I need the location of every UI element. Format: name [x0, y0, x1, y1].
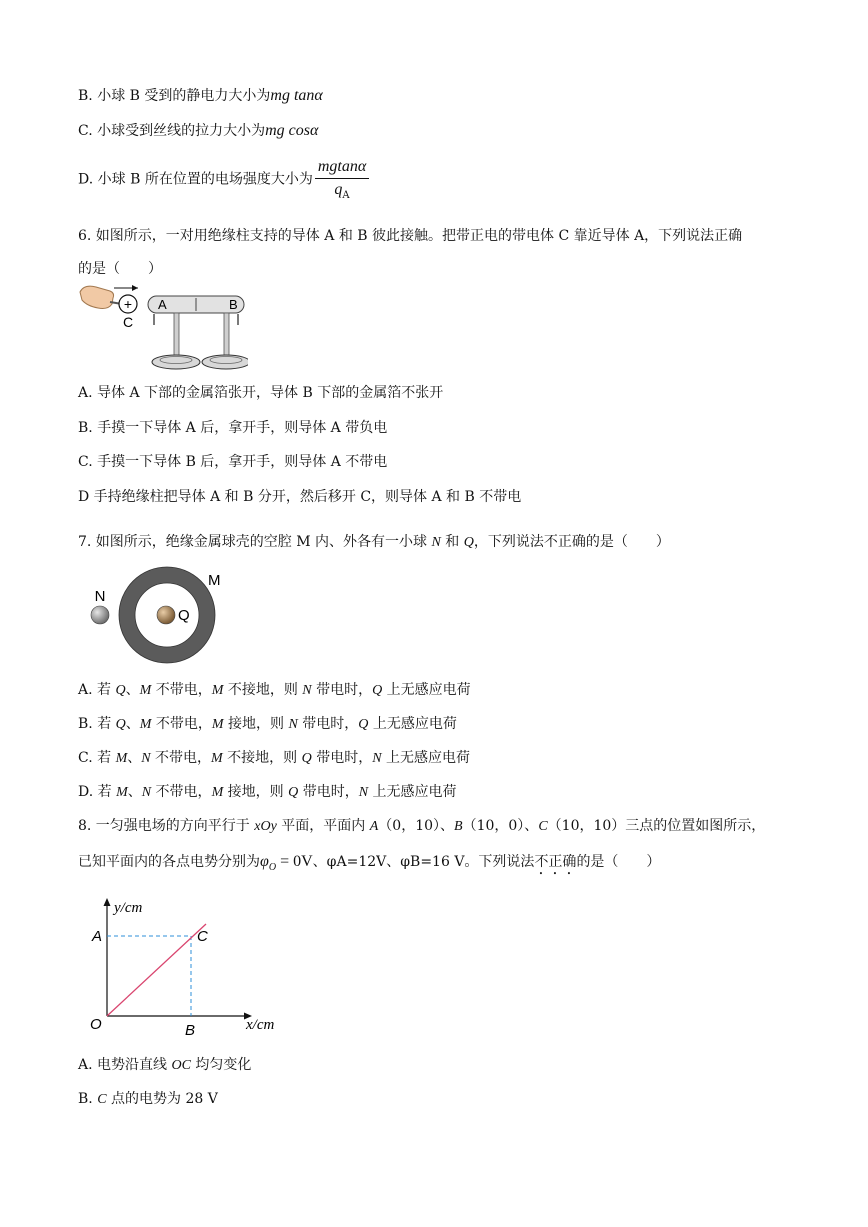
q7-option-a: A. 若 Q、M 不带电，M 不接地，则 N 带电时，Q 上无感应电荷	[78, 682, 471, 698]
hand-icon	[80, 286, 114, 308]
label-n: N	[94, 588, 106, 605]
q7-figure	[80, 564, 240, 674]
label-q: Q	[178, 607, 190, 624]
q6-figure	[78, 282, 248, 382]
q8-option-a: A. 电势沿直线 OC 均匀变化	[78, 1057, 252, 1073]
q6-stem-line2: 的是（ ）	[78, 261, 162, 277]
q6-stem-line1: 6. 如图所示，一对用绝缘柱支持的导体 A 和 B 彼此接触。把带正电的带电体 C 靠近导体 A，下列说法正确	[78, 228, 743, 244]
option-5c: C. 小球受到丝线的拉力大小为mg cosα	[78, 122, 319, 139]
formula-fraction: $\frac{mgtan\alpha}{q_A}$	[315, 158, 369, 201]
emphasis-not-correct: 不正确	[534, 854, 577, 870]
formula-mg-cos: mg cosα	[265, 122, 319, 139]
formula-mg-tan: mg tanα	[270, 87, 323, 104]
point-b-label: B	[185, 1022, 196, 1039]
q8-stem-line1: 8. 一匀强电场的方向平行于 xOy 平面，平面内 A（0，10）、B（10，0）、C（10，10）三点的位置如图所示，	[78, 818, 766, 834]
ball-n	[91, 606, 109, 624]
q6-option-b: B. 手摸一下导体 A 后，拿开手，则导体 A 带负电	[78, 420, 388, 436]
x-axis-label: x/cm	[246, 1017, 275, 1033]
point-c-label: C	[197, 928, 208, 945]
q6-option-c: C. 手摸一下导体 B 后，拿开手，则导体 A 不带电	[78, 454, 388, 470]
option-5d: D. 小球 B 所在位置的电场强度大小为 $\frac{mgtan\alpha}{q_A}$	[78, 158, 369, 201]
option-5b: B. 小球 B 受到的静电力大小为mg tanα	[78, 87, 323, 104]
q8-figure	[84, 892, 304, 1042]
q8-option-b: B. C 点的电势为 28 V	[78, 1091, 218, 1107]
stand-base-b	[202, 355, 248, 369]
point-a-label: A	[92, 928, 103, 945]
label-a: A	[158, 297, 167, 312]
label-m: M	[208, 572, 221, 589]
origin-label: O	[90, 1016, 102, 1033]
q6-option-a: A. 导体 A 下部的金属箔张开，导体 B 下部的金属箔不张开	[78, 385, 444, 401]
label-b: B	[229, 297, 238, 312]
q7-stem: 7. 如图所示，绝缘金属球壳的空腔 M 内、外各有一小球 N 和 Q，下列说法不正确的是（ ）	[78, 534, 670, 550]
y-axis-label: y/cm	[114, 900, 143, 916]
q7-option-d: D. 若 M、N 不带电，M 接地，则 Q 带电时，N 上无感应电荷	[78, 784, 457, 800]
stand-base-a	[152, 355, 200, 369]
q8-stem-line2: 已知平面内的各点电势分别为$\varphi_O = 0V$、φA=12V、φB=16 V。下列说法不正确的是（ ）	[78, 853, 661, 873]
q7-option-b: B. 若 Q、M 不带电，M 接地，则 N 带电时，Q 上无感应电荷	[78, 716, 457, 732]
label-c: C	[122, 314, 134, 330]
q7-option-c: C. 若 M、N 不带电，M 不接地，则 Q 带电时，N 上无感应电荷	[78, 750, 470, 766]
q6-option-d: D 手持绝缘柱把导体 A 和 B 分开，然后移开 C，则导体 A 和 B 不带电	[78, 489, 522, 505]
ball-q	[157, 606, 175, 624]
svg-text:+: +	[123, 296, 133, 312]
